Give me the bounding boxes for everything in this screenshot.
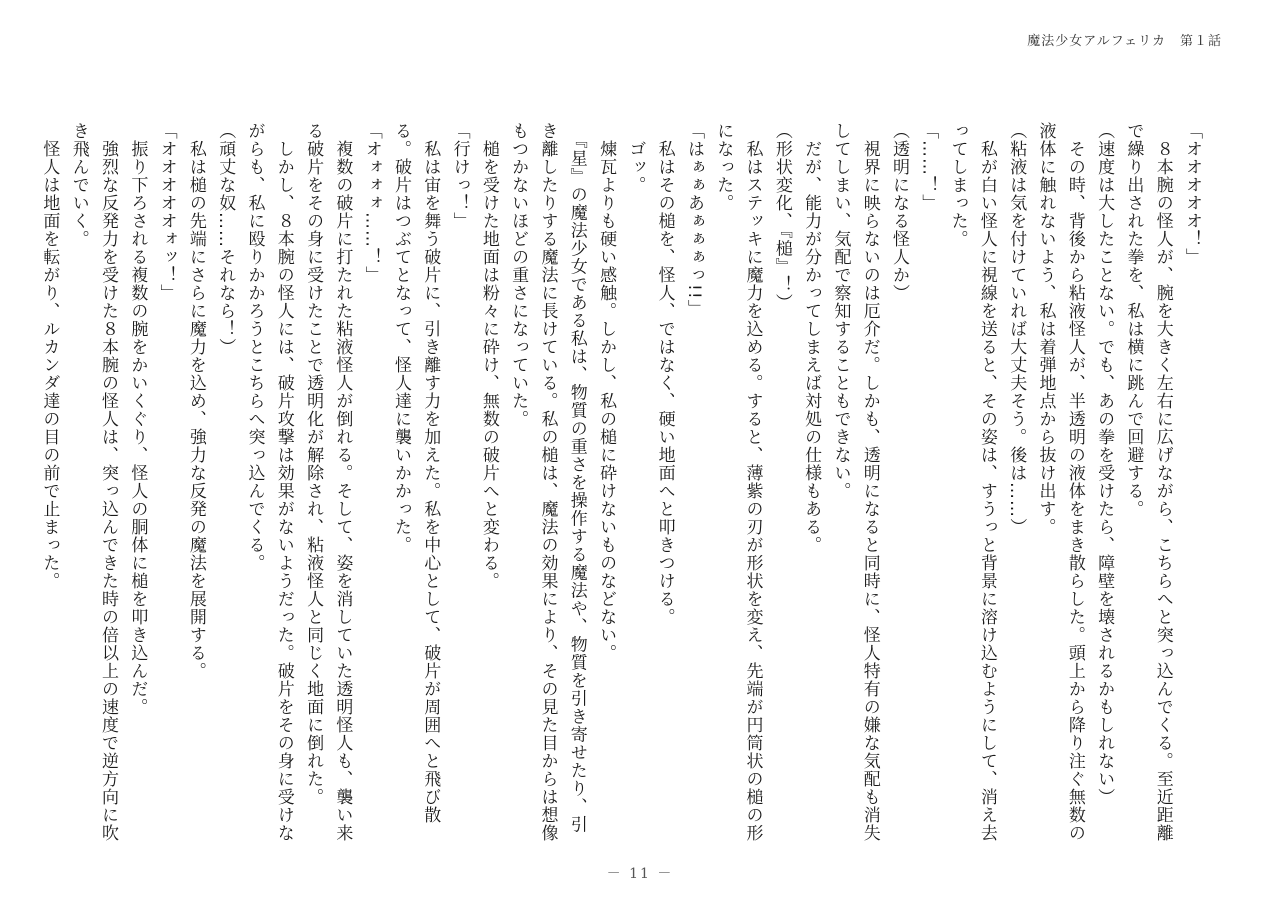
paragraph: 「オォォォ……！」 <box>361 122 382 284</box>
paragraph: 私が白い怪人に視線を送ると、その姿は、すうっと背景に溶け込むようにして、消え去ってしまった。 <box>947 122 997 842</box>
paragraph: だが、能力が分かってしまえば対処の仕様もある。 <box>801 122 822 554</box>
paragraph: ８本腕の怪人が、腕を大きく左右に広げながら、こちらへと突っ込んでくる。至近距離で繰り出された拳を、私は横に跳んで回避する。 <box>1123 122 1173 842</box>
paragraph: 『星』の魔法少女である私は、物質の重さを操作する魔法や、物質を引き寄せたり、引き離したりする魔法に長けている。私の槌は、魔法の効果により、その見た目からは想像もつかないほどの重さになっていた。 <box>508 122 587 842</box>
novel-body-text <box>39 122 1206 842</box>
paragraph: その時、背後から粘液怪人が、半透明の液体をまき散らした。頭上から降り注ぐ無数の液体に触れないよう、私は着弾地点から抜け出す。 <box>1035 122 1085 842</box>
paragraph: 複数の破片に打たれた粘液怪人が倒れる。そして、姿を消していた透明怪人も、襲い来る破片をその身に受けたことで透明化が解除され、粘液怪人と同じく地面に倒れた。 <box>303 122 353 842</box>
paragraph: 「オオオオオォッ！」 <box>156 122 177 302</box>
paragraph: しかし、８本腕の怪人には、破片攻撃は効果がないようだった。破片をその身に受けながらも、私に殴りかかろうとこちらへ突っ込んでくる。 <box>244 122 294 842</box>
paragraph: （透明になる怪人か） <box>889 122 910 302</box>
paragraph: （頑丈な奴……それなら！） <box>215 122 236 356</box>
paragraph: （速度は大したことない。でも、あの拳を受けたら、障壁を壊されるかもしれない） <box>1094 122 1115 806</box>
paragraph: 槌を受けた地面は粉々に砕け、無数の破片へと変わる。 <box>478 122 499 590</box>
paragraph: 振り下ろされる複数の腕をかいくぐり、怪人の胴体に槌を叩き込んだ。 <box>127 122 148 716</box>
chapter-label: 第１話 <box>1179 34 1222 49</box>
paragraph: 私は槌の先端にさらに魔力を込め、強力な反発の魔法を展開する。 <box>185 122 206 680</box>
paragraph: 私はその槌を、怪人、ではなく、硬い地面へと叩きつける。 <box>654 122 675 626</box>
paragraph: （粘液は気を付けていれば大丈夫そう。後は……） <box>1006 122 1027 536</box>
paragraph: 怪人は地面を転がり、ルカンダ達の目の前で止まった。 <box>39 122 60 590</box>
paragraph: 煉瓦よりも硬い感触。しかし、私の槌に砕けないものなどない。 <box>596 122 617 662</box>
paragraph: 強烈な反発力を受けた８本腕の怪人は、突っ込んできた時の倍以上の速度で逆方向に吹き飛んでいく。 <box>68 122 119 842</box>
paragraph: （形状変化、『槌』！） <box>771 122 792 312</box>
page-number: － 11 － <box>606 866 674 882</box>
paragraph: 私は宙を舞う破片に、引き離す力を加えた。私を中心として、破片が周囲へと飛び散る。破片はつぶてとなって、怪人達に襲いかかった。 <box>390 122 441 824</box>
paragraph: 「はぁぁあぁぁぁっ!!」 <box>683 122 704 318</box>
paragraph: 私はステッキに魔力を込める。すると、薄紫の刃が形状を変え、先端が円筒状の槌の形になった。 <box>713 122 763 842</box>
running-header <box>1027 30 1222 49</box>
paragraph: 「行けっ！」 <box>449 122 470 230</box>
paragraph: 「……！」 <box>918 122 939 212</box>
paragraph: 「オオオオオ！」 <box>1182 122 1202 266</box>
paragraph: 視界に映らないのは厄介だ。しかも、透明になると同時に、怪人特有の嫌な気配も消失してしまい、気配で察知することもできない。 <box>830 122 880 842</box>
book-title: 魔法少女アルフェリカ <box>1027 34 1166 49</box>
paragraph: ゴッ。 <box>625 122 646 194</box>
